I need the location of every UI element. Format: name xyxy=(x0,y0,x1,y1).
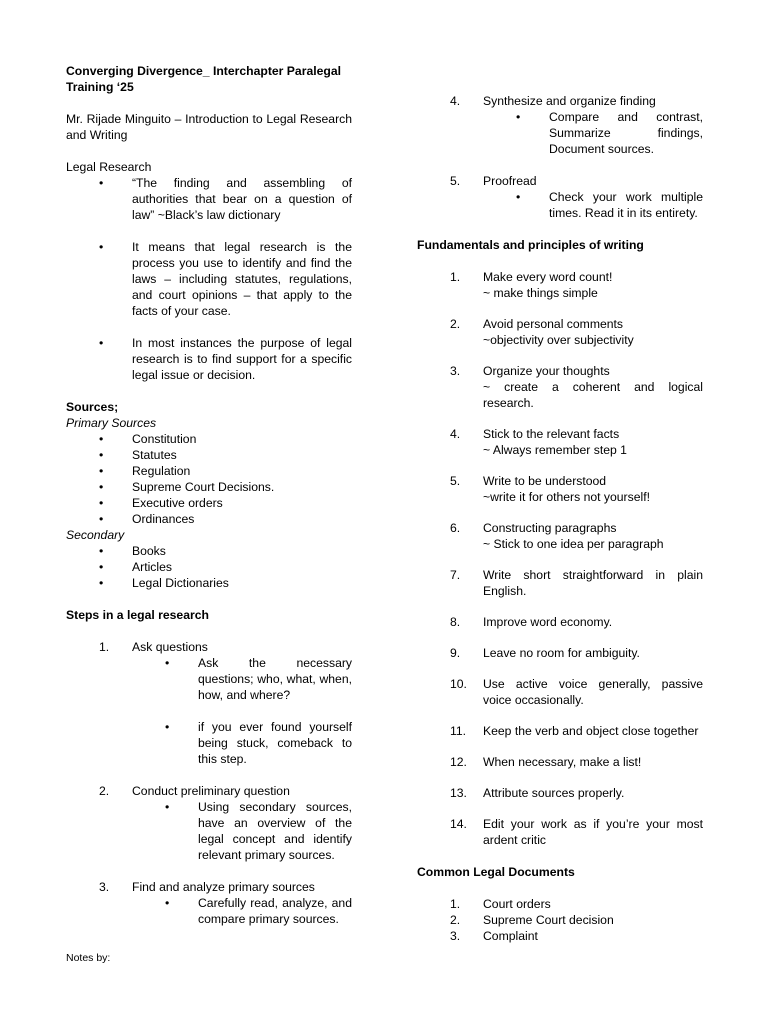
list-item: • Carefully read, analyze, and compare primary sources. xyxy=(165,896,352,926)
writing-item: 14. Edit your work as if you’re your most ardent critic xyxy=(450,817,703,847)
bullet-icon: • xyxy=(99,576,104,590)
list-item: • Check your work multiple times. Read it in its entirety. xyxy=(516,190,703,220)
document-item: 3. Complaint xyxy=(450,929,538,943)
writing-item: 2. Avoid personal comments ~objectivity over subjectivity xyxy=(450,317,634,347)
bullet-icon: • xyxy=(165,656,170,670)
step-item: 1. Ask questions xyxy=(99,640,208,654)
list-item: • if you ever found yourself being stuck, comeback to this step. xyxy=(165,720,352,766)
list-item: • Executive orders xyxy=(99,496,223,510)
bullet-icon: • xyxy=(99,480,104,494)
writing-item: 3. Organize your thoughts ~ create a coherent and logical research. xyxy=(450,364,703,410)
bullet-icon: • xyxy=(99,336,104,350)
bullet-icon: • xyxy=(99,448,104,462)
writing-item: 8. Improve word economy. xyxy=(450,615,613,629)
document-item: 1. Court orders xyxy=(450,897,551,911)
step-item: 2. Conduct preliminary question xyxy=(99,784,290,798)
legal-research-heading: Legal Research xyxy=(66,160,152,174)
documents-heading: Common Legal Documents xyxy=(417,865,575,879)
bullet-icon: • xyxy=(165,800,170,814)
step-item: 5. Proofread xyxy=(450,174,537,188)
bullet-icon: • xyxy=(99,240,104,254)
list-item: • Using secondary sources, have an overview of the legal concept and identify relevant primary sources. xyxy=(165,800,352,862)
list-item: • Compare and contrast, Summarize findings, Document sources. xyxy=(516,110,703,156)
writing-item: 11. Keep the verb and object close together xyxy=(450,724,699,738)
writing-heading: Fundamentals and principles of writing xyxy=(417,238,644,252)
writing-item: 4. Stick to the relevant facts ~ Always remember step 1 xyxy=(450,427,627,457)
bullet-icon: • xyxy=(99,496,104,510)
bullet-icon: • xyxy=(99,464,104,478)
right-column xyxy=(417,0,703,944)
bullet-icon: • xyxy=(165,720,170,734)
writing-item: 6. Constructing paragraphs ~ Stick to one idea per paragraph xyxy=(450,521,664,551)
writing-item: 7. Write short straightforward in plain English. xyxy=(450,568,703,598)
secondary-sources-label: Secondary xyxy=(66,528,125,542)
list-item: • Articles xyxy=(99,560,172,574)
bullet-icon: • xyxy=(516,110,521,124)
bullet-icon: • xyxy=(99,512,104,526)
bullet-icon: • xyxy=(99,176,104,190)
list-item: • It means that legal research is the process you use to identify and find the laws – including statutes, regulations, and court opinions – that apply to the facts of your case. xyxy=(99,240,352,318)
step-item: 4. Synthesize and organize finding xyxy=(450,94,656,108)
list-item: • In most instances the purpose of legal research is to find support for a specific legal issue or decision. xyxy=(99,336,352,382)
list-item: • Regulation xyxy=(99,464,191,478)
writing-item: 1. Make every word count! ~ make things simple xyxy=(450,270,613,300)
writing-item: 13. Attribute sources properly. xyxy=(450,786,625,800)
list-item: • Supreme Court Decisions. xyxy=(99,480,275,494)
document-title: Converging Divergence_ Interchapter Paralegal Training ‘25 xyxy=(66,64,341,94)
bullet-icon: • xyxy=(99,544,104,558)
writing-item: 5. Write to be understood ~write it for others not yourself! xyxy=(450,474,650,504)
bullet-icon: • xyxy=(165,896,170,910)
list-item: • Books xyxy=(99,544,166,558)
speaker-line: Mr. Rijade Minguito – Introduction to Legal Research and Writing xyxy=(66,112,352,142)
bullet-icon: • xyxy=(99,560,104,574)
list-item: • Ask the necessary questions; who, what, when, how, and where? xyxy=(165,656,352,702)
left-column xyxy=(66,0,352,927)
list-item: • Legal Dictionaries xyxy=(99,576,229,590)
notes-footer: Notes by: xyxy=(66,952,111,964)
writing-item: 10. Use active voice generally, passive voice occasionally. xyxy=(450,677,703,707)
list-item: • Constitution xyxy=(99,432,197,446)
document-item: 2. Supreme Court decision xyxy=(450,913,614,927)
writing-item: 12. When necessary, make a list! xyxy=(450,755,642,769)
writing-item: 9. Leave no room for ambiguity. xyxy=(450,646,640,660)
sources-heading: Sources; xyxy=(66,400,119,414)
steps-heading: Steps in a legal research xyxy=(66,608,209,622)
primary-sources-label: Primary Sources xyxy=(66,416,157,430)
list-item: • “The finding and assembling of authorities that bear on a question of law” ~Black’s law dictionary xyxy=(99,176,352,222)
list-item: • Ordinances xyxy=(99,512,195,526)
step-item: 3. Find and analyze primary sources xyxy=(99,880,315,894)
bullet-icon: • xyxy=(516,190,521,204)
bullet-icon: • xyxy=(99,432,104,446)
list-item: • Statutes xyxy=(99,448,177,462)
